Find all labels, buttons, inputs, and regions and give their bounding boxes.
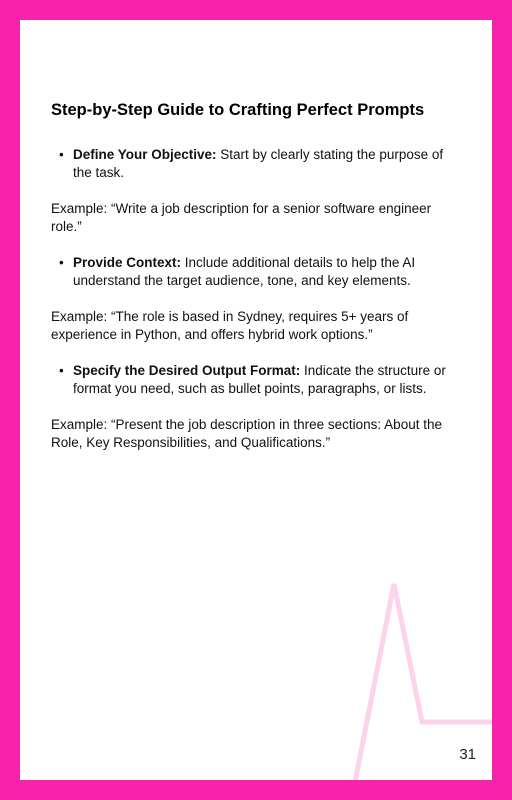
document-page [20,20,492,780]
step-example-1: Example: “Write a job description for a senior software engineer role.” [51,201,432,234]
page-number: 31 [459,746,476,763]
step-text: Include additional details to help the AI understand the target audience, tone, and key elements. [73,255,416,288]
decorative-pulse-line [20,20,492,780]
step-text: Start by clearly stating the purpose of the task. [73,147,444,180]
step-example-2: Example: “The role is based in Sydney, requires 5+ years of experience in Python, and offers hybrid work options.” [51,309,409,342]
bullet-icon: • [59,147,64,162]
step-text: Indicate the structure or format you need, such as bullet points, paragraphs, or lists. [73,363,446,396]
page-heading: Step-by-Step Guide to Crafting Perfect Prompts [51,101,425,119]
step-example-3: Example: “Present the job description in three sections: About the Role, Key Responsibilities, and Qualifications.” [51,417,442,450]
step-title: Specify the Desired Output Format: [73,363,301,378]
step-title: Provide Context: [73,255,182,270]
bullet-icon: • [59,255,64,270]
step-title: Define Your Objective: [73,147,217,162]
bullet-icon: • [59,363,64,378]
